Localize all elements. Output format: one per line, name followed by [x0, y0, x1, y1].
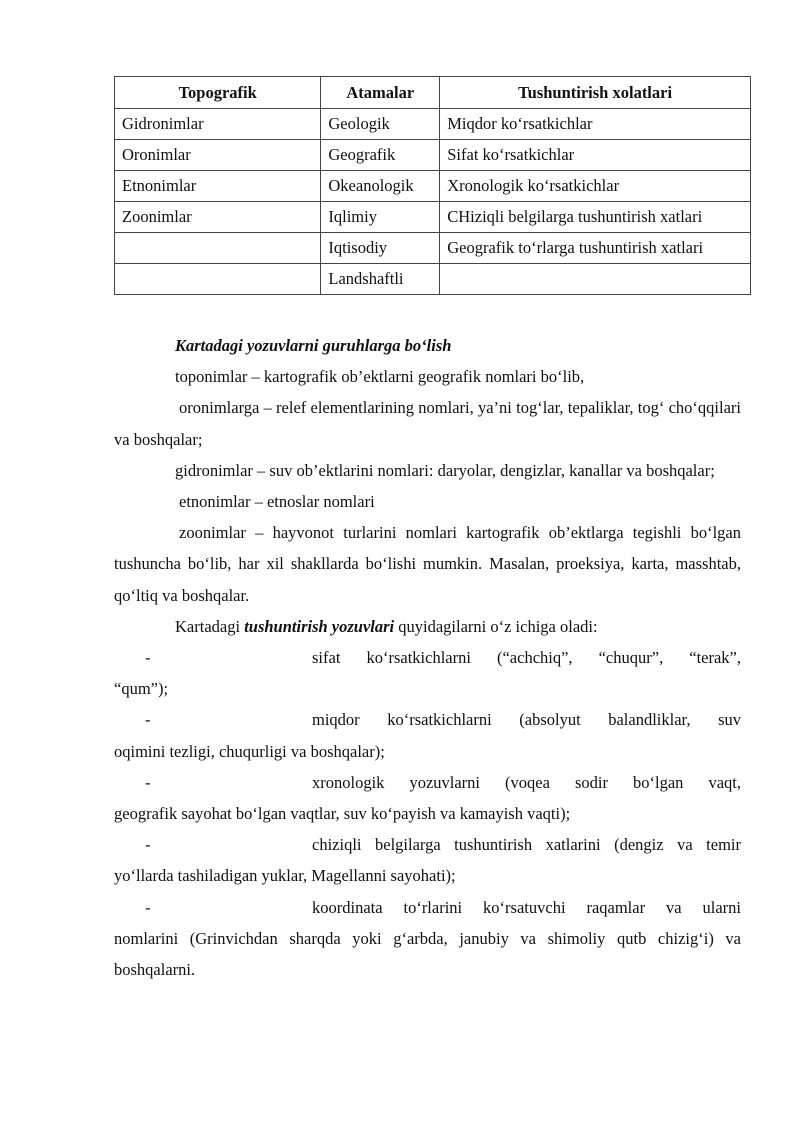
list-item: [114, 829, 741, 891]
table-row: [115, 171, 751, 202]
column-header: Atamalar: [321, 77, 440, 109]
list-item-first-line: xronologik yozuvlarni (voqea sodir bo‘lgan vaqt,: [312, 772, 741, 792]
dash-marker: -: [145, 710, 151, 730]
paragraph: zoonimlar – hayvonot turlarini nomlari kartografik ob’ektlarga tegishli bo‘lgan tushuncha bo‘lib, har xil shakllarda bo‘lishi mumkin. Masalan, proeksiya, karta, masshtab, qo‘ltiq va boshqalar.: [114, 523, 741, 605]
table-cell: Miqdor ko‘rsatkichlar: [440, 109, 751, 140]
table-cell: Iqtisodiy: [321, 233, 440, 264]
column-header: Topografik: [115, 77, 321, 109]
body-text: [114, 330, 741, 985]
list-item-first-line: sifat ko‘rsatkichlarni (“achchiq”, “chuqur”, “terak”,: [312, 648, 741, 668]
column-header: Tushuntirish xolatlari: [440, 77, 751, 109]
dash-marker: -: [145, 835, 151, 855]
table-row: [115, 109, 751, 140]
table-row: [115, 264, 751, 295]
table-cell: Sifat ko‘rsatkichlar: [440, 140, 751, 171]
table-row: [115, 140, 751, 171]
section-heading: Kartadagi yozuvlarni guruhlarga bo‘lish: [175, 336, 452, 355]
dash-marker: -: [145, 897, 151, 917]
table-cell: Xronologik ko‘rsatkichlar: [440, 171, 751, 202]
list-item-continuation: yo‘llarda tashiladigan yuklar, Magellanni sayohati);: [114, 866, 456, 886]
table-cell: CHiziqli belgilarga tushuntirish xatlari: [440, 202, 751, 233]
text-run: Kartadagi: [175, 616, 245, 636]
list-item-continuation: nomlarini (Grinvichdan sharqda yoki g‘arbda, janubiy va shimoliy qutb chizig‘i) va boshqalarni.: [114, 928, 741, 980]
list-item: [114, 892, 741, 986]
paragraph: gidronimlar – suv ob’ektlarini nomlari: daryolar, dengizlar, kanallar va boshqalar;: [175, 460, 715, 480]
table-header-row: [115, 77, 751, 109]
text-run: quyidagilarni o‘z ichiga oladi:: [394, 616, 598, 636]
list-item-continuation: geografik sayohat bo‘lgan vaqtlar, suv ko‘payish va kamayish vaqti);: [114, 804, 571, 824]
table-cell: Etnonimlar: [115, 171, 321, 202]
list-item: [114, 704, 741, 766]
list-item-first-line: chiziqli belgilarga tushuntirish xatlarini (dengiz va temir: [312, 835, 741, 855]
table-cell: Geografik to‘rlarga tushuntirish xatlari: [440, 233, 751, 264]
table-cell: [440, 264, 751, 295]
table-cell: [115, 233, 321, 264]
table-cell: Zoonimlar: [115, 202, 321, 233]
table-cell: Geologik: [321, 109, 440, 140]
paragraph: toponimlar – kartografik ob’ektlarni geografik nomlari bo‘lib,: [175, 367, 585, 387]
list-item-first-line: miqdor ko‘rsatkichlarni (absolyut balandliklar, suv: [312, 710, 741, 730]
table-cell: Iqlimiy: [321, 202, 440, 233]
list-item-continuation: “qum”);: [114, 679, 169, 699]
paragraph: etnonimlar – etnoslar nomlari: [179, 492, 375, 512]
table-cell: Landshaftli: [321, 264, 440, 295]
paragraph: oronimlarga – relef elementlarining nomlari, ya’ni tog‘lar, tepaliklar, tog‘ cho‘qqilari va boshqalar;: [114, 398, 741, 449]
table-cell: Geografik: [321, 140, 440, 171]
list-item: [114, 642, 741, 704]
table-cell: Gidronimlar: [115, 109, 321, 140]
table-row: [115, 202, 751, 233]
terms-table: [114, 76, 751, 295]
paragraph: [114, 611, 741, 642]
emphasis: tushuntirish yozuvlari: [244, 616, 395, 636]
dash-marker: -: [145, 648, 151, 668]
dash-marker: -: [145, 772, 151, 792]
list-item-first-line: koordinata to‘rlarini ko‘rsatuvchi raqamlar va ularni: [312, 897, 741, 917]
table-cell: Okeanologik: [321, 171, 440, 202]
table-row: [115, 233, 751, 264]
list-item: [114, 767, 741, 829]
list-item-continuation: oqimini tezligi, chuqurligi va boshqalar);: [114, 741, 385, 761]
table-cell: Oronimlar: [115, 140, 321, 171]
table-cell: [115, 264, 321, 295]
